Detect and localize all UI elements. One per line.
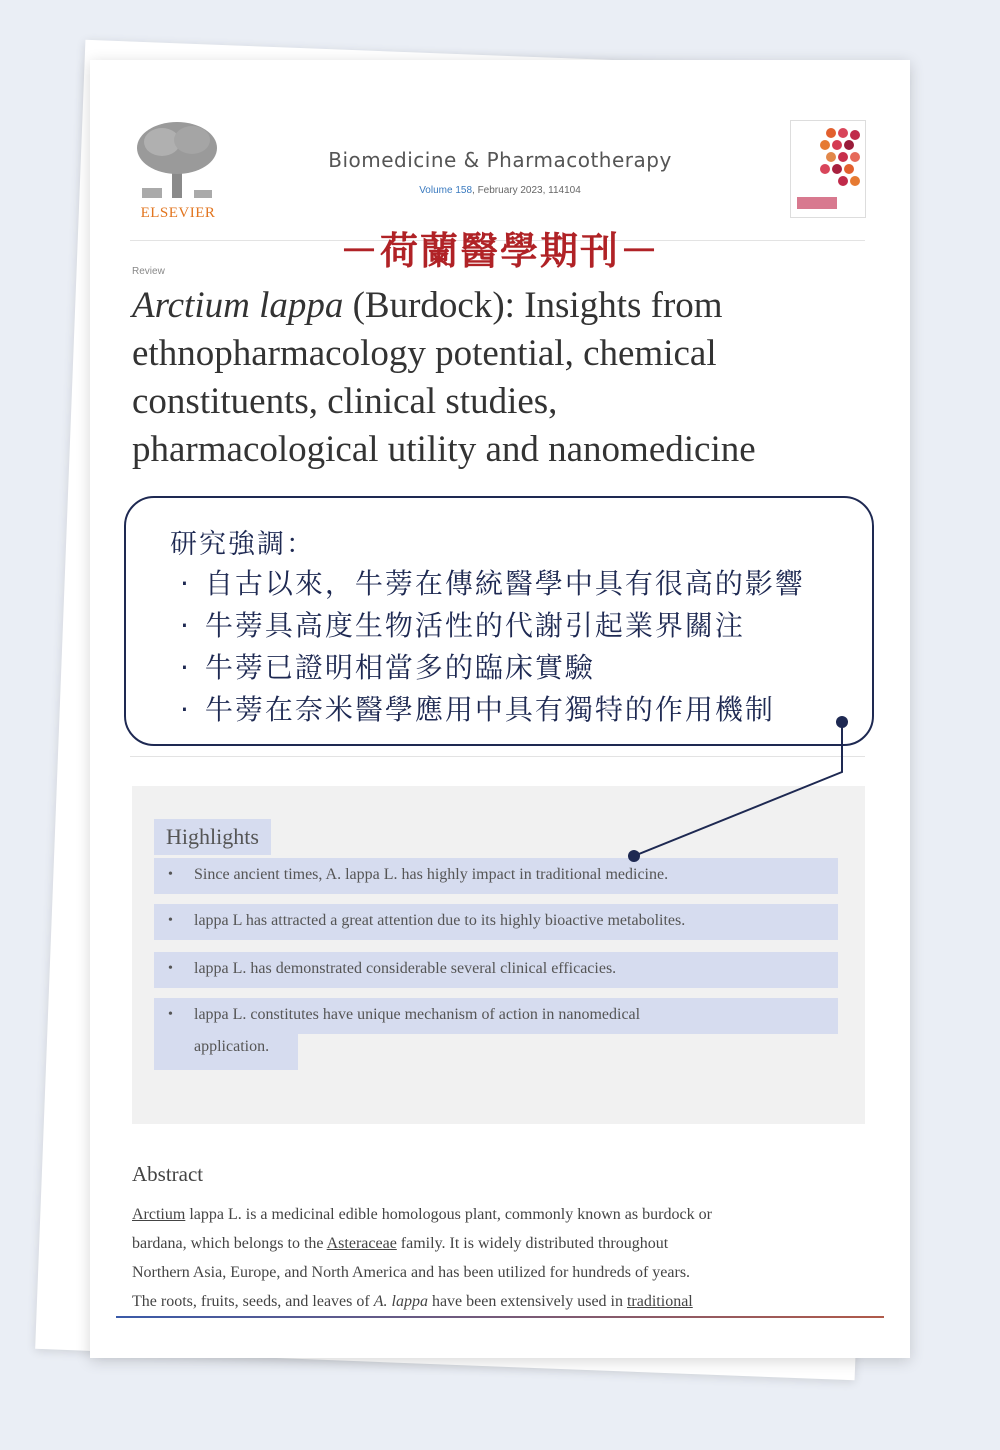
- highlight-item: [154, 998, 838, 1034]
- abstract-line-3: Northern Asia, Europe, and North America and has been utilized for hundreds of years.: [132, 1264, 691, 1281]
- callout-item: [180, 562, 805, 602]
- highlight-text: lappa L. has demonstrated considerable several clinical efficacies.: [194, 960, 617, 977]
- abstract-link-arctium[interactable]: Arctium: [132, 1206, 186, 1223]
- journal-volume: [90, 185, 910, 196]
- cover-caption-block: [797, 197, 837, 209]
- abstract-text: family. It is widely distributed throughout: [396, 1235, 669, 1252]
- callout-bullet: ·: [180, 567, 191, 600]
- abstract-text: The roots, fruits, seeds, and leaves of: [132, 1293, 374, 1310]
- abstract-line-2: [132, 1235, 872, 1253]
- abstract-text: bardana, which belongs to the: [132, 1235, 327, 1252]
- highlight-text: lappa L has attracted a great attention due to its highly bioactive metabolites.: [194, 912, 686, 929]
- article-title-line-4: pharmacological utility and nanomedicine: [132, 429, 756, 470]
- callout-item: [180, 688, 775, 728]
- article-title-line-2: ethnopharmacology potential, chemical: [132, 333, 717, 374]
- article-title-line-3: constituents, clinical studies,: [132, 381, 558, 422]
- callout-item-text: 自古以來，牛蒡在傳統醫學中具有很高的影響: [204, 567, 805, 600]
- abstract-link-traditional[interactable]: traditional: [626, 1293, 693, 1310]
- callout-item: [180, 604, 745, 644]
- callout-bullet: ·: [180, 693, 191, 726]
- highlight-text: lappa L. constitutes have unique mechanism of action in nanomedical: [194, 1006, 641, 1023]
- article-title: [132, 282, 862, 474]
- abstract-heading: Abstract: [132, 1162, 204, 1186]
- abstract-line-4: [132, 1293, 872, 1311]
- callout-item-text: 牛蒡已證明相當多的臨床實驗: [204, 651, 595, 684]
- highlight-item: [154, 904, 838, 940]
- callout-bullet: ·: [180, 609, 191, 642]
- highlights-heading: Highlights: [154, 819, 271, 855]
- publisher-name: ELSEVIER: [140, 205, 216, 221]
- article-title-line-1: [132, 282, 862, 330]
- highlight-bullet: •: [168, 913, 173, 928]
- title-species-name: Arctium lappa: [132, 285, 344, 326]
- callout-heading: 研究強調：: [170, 529, 315, 560]
- highlight-item: [154, 952, 838, 988]
- highlight-bullet: •: [168, 961, 173, 976]
- highlight-bullet: •: [168, 867, 173, 882]
- highlights-panel: [132, 786, 865, 1124]
- abstract-text: lappa L. is a medicinal edible homologous plant, commonly known as burdock or: [185, 1206, 712, 1223]
- callout-item: [180, 646, 595, 686]
- callout-bullet: ·: [180, 651, 191, 684]
- highlight-text-tail: application.: [194, 1038, 270, 1055]
- highlight-item: [154, 858, 838, 894]
- article-type: Review: [132, 266, 165, 277]
- volume-details: , February 2023, 114104: [472, 185, 581, 196]
- journal-banner-title: －荷蘭醫學期刊－: [339, 229, 660, 273]
- highlight-item-continuation: [154, 1034, 298, 1070]
- highlight-bullet: •: [168, 1007, 173, 1022]
- abstract-line-1: [132, 1206, 872, 1224]
- journal-cover-thumbnail: [790, 120, 866, 218]
- callout-item-text: 牛蒡在奈米醫學應用中具有獨特的作用機制: [204, 693, 775, 726]
- title-line-1-rest: (Burdock): Insights from: [343, 285, 723, 326]
- research-highlights-callout: [124, 496, 874, 746]
- abstract-link-asteraceae[interactable]: Asteraceae: [326, 1235, 397, 1252]
- abstract-species: A. lappa: [373, 1293, 428, 1310]
- page-bottom-rule: [116, 1316, 884, 1318]
- callout-item-text: 牛蒡具高度生物活性的代謝引起業界關注: [204, 609, 745, 642]
- volume-link[interactable]: Volume 158: [419, 185, 473, 196]
- title-divider: [130, 756, 865, 757]
- highlight-text: Since ancient times, A. lappa L. has highly impact in traditional medicine.: [194, 866, 669, 883]
- abstract-text: have been extensively used in: [427, 1293, 627, 1310]
- journal-title: Biomedicine & Pharmacotherapy: [328, 148, 672, 172]
